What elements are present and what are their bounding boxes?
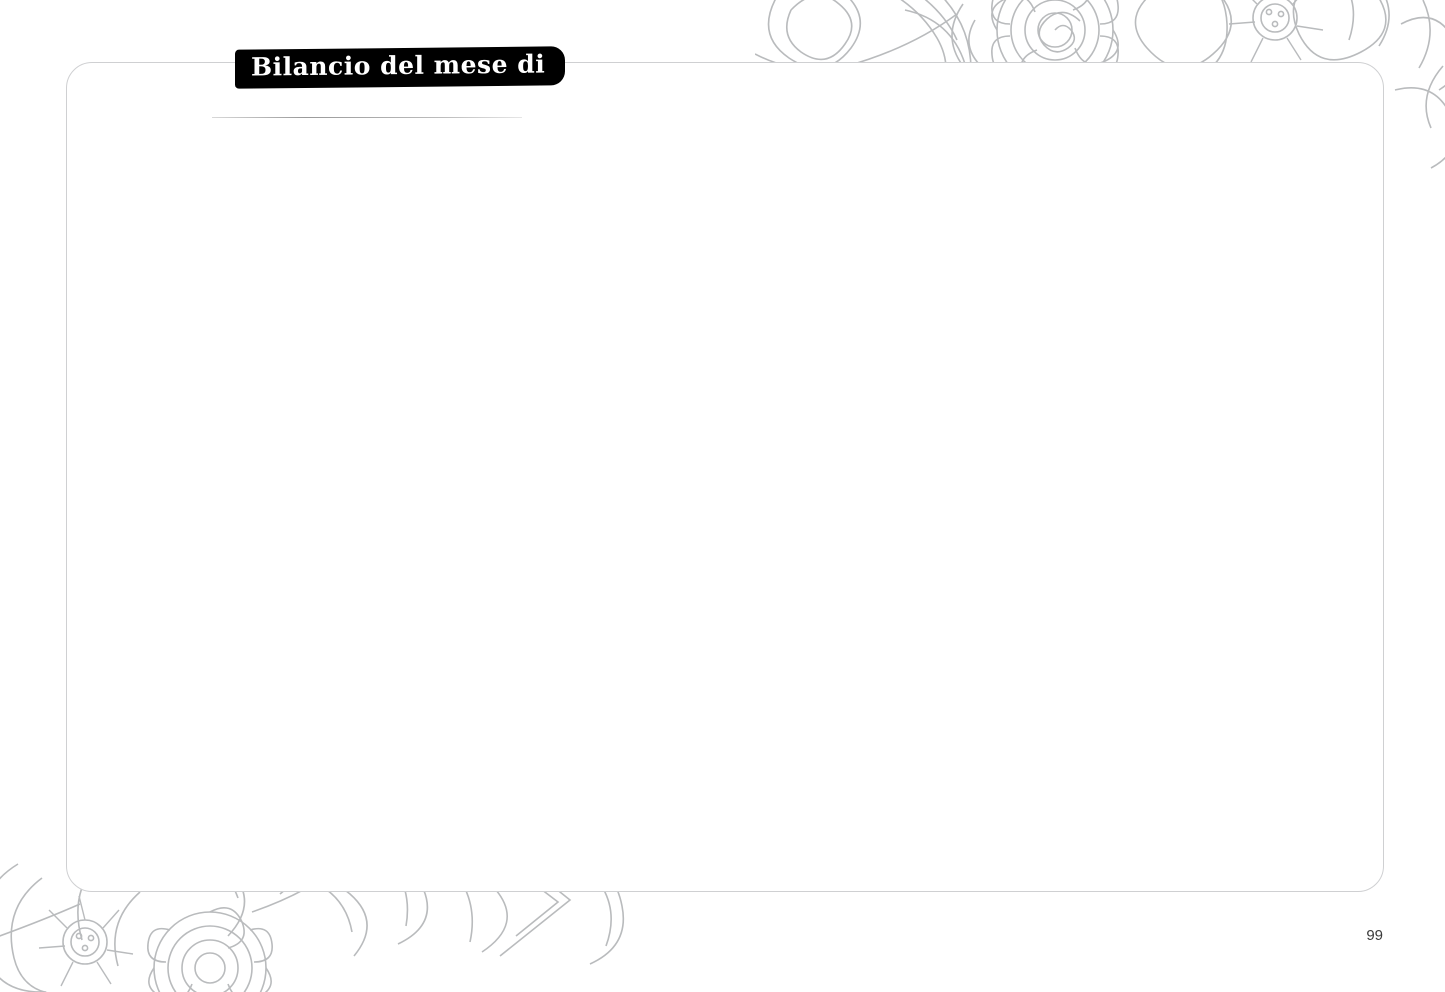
month-write-line[interactable]	[212, 117, 522, 118]
page-title: Bilancio del mese di	[235, 46, 565, 89]
page-card	[66, 62, 1384, 892]
page-number: 99	[1366, 927, 1383, 944]
